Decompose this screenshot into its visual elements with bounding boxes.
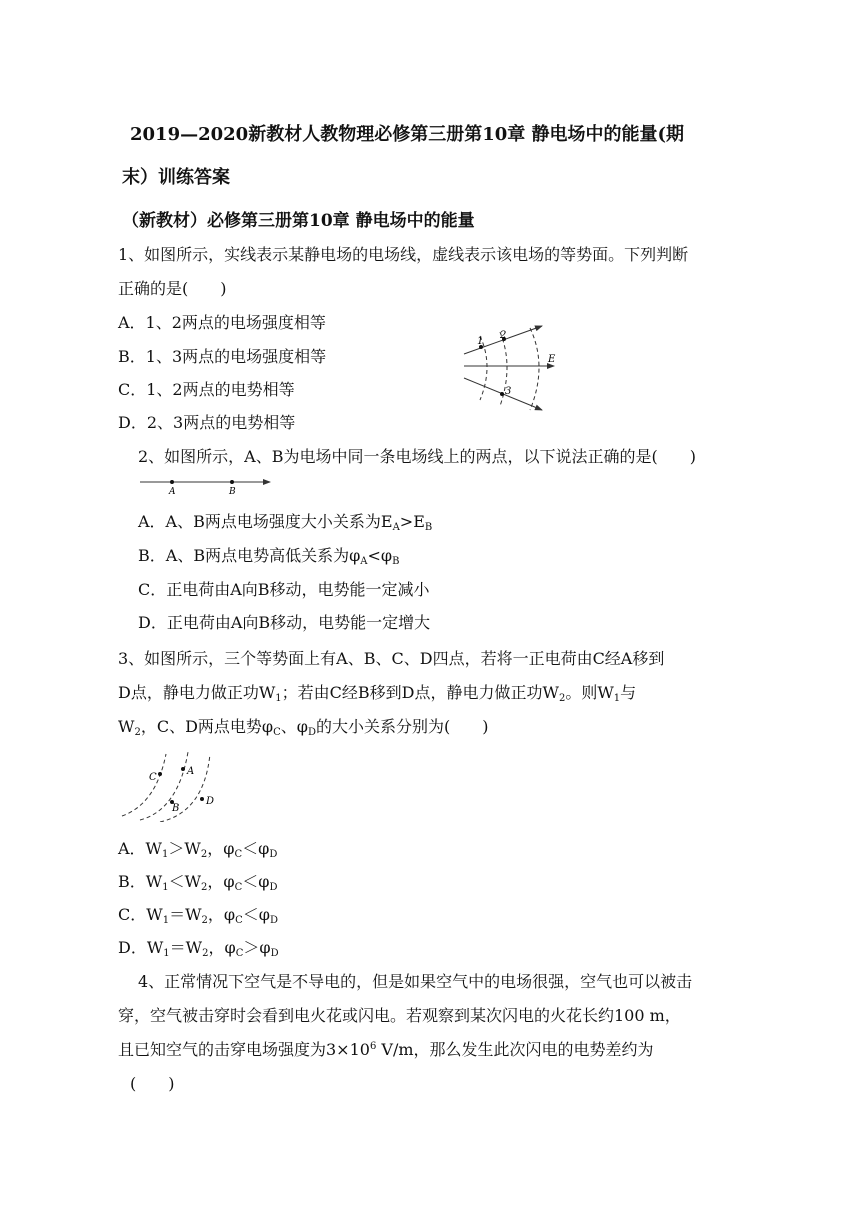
q1-stem-line2: 正确的是( ) bbox=[118, 279, 227, 298]
q3-stem-line1: 3、如图所示，三个等势面上有A、B、C、D四点，若将一正电荷由C经A移到 bbox=[118, 649, 665, 668]
q2-option-d: D．正电荷由A向B移动，电势能一定增大 bbox=[138, 613, 431, 632]
q3-fig-label-c: C bbox=[149, 772, 157, 783]
q3-fig-label-a: A bbox=[187, 766, 195, 777]
q3-option-a: A．$W_1>W_2$，$\varphi_C<\varphi_D$ bbox=[118, 839, 278, 860]
q3-fig-label-b: B bbox=[172, 803, 180, 814]
doc-title-line2: 末）训练答案 bbox=[122, 167, 230, 188]
q1-option-c: C．1、2两点的电势相等 bbox=[118, 380, 295, 399]
q3-option-c: C．$W_1=W_2$，$\varphi_C<\varphi_D$ bbox=[118, 905, 279, 926]
q4-stem-line2: 穿，空气被击穿时会看到电火花或闪电。若观察到某次闪电的火花长约100 m， bbox=[118, 1006, 681, 1025]
q2-field-line-figure bbox=[138, 474, 278, 498]
q1-fig-label-3: 3 bbox=[505, 386, 512, 397]
q4-stem-line1: 4、正常情况下空气是不导电的，但是如果空气中的电场很强，空气也可以被击 bbox=[138, 972, 693, 991]
q3-stem-line2: D点，静电力做正功$W_1$；若由C经B移到D点，静电力做正功$W_2$。则$W_1$与 bbox=[118, 683, 637, 704]
q3-equipotential-figure bbox=[116, 752, 226, 822]
q1-option-b: B．1、3两点的电场强度相等 bbox=[118, 347, 327, 366]
q2-option-a: A．A、B两点电场强度大小关系为$E_A>E_B$ bbox=[138, 512, 433, 533]
section-subtitle: （新教材）必修第三册第10章 静电场中的能量 bbox=[122, 211, 475, 231]
q1-fig-label-2: 2 bbox=[500, 330, 507, 341]
q4-stem-line3: 且已知空气的击穿电场强度为$3\times 10^6$ V/m，那么发生此次闪电的电势差约为 bbox=[118, 1040, 654, 1059]
doc-title-line1: 2019—2020新教材人教物理必修第三册第10章 静电场中的能量(期 bbox=[130, 124, 685, 145]
q1-fig-label-1: 1 bbox=[477, 336, 484, 347]
q2-fig-label-b: B bbox=[229, 487, 236, 497]
q1-option-a: A．1、2两点的电场强度相等 bbox=[118, 313, 326, 332]
q3-fig-label-d: D bbox=[206, 796, 215, 807]
q3-option-d: D．$W_1=W_2$，$\varphi_C>\varphi_D$ bbox=[118, 938, 279, 959]
q1-fig-label-e: E bbox=[548, 354, 556, 365]
q4-answer-blank: ( ) bbox=[130, 1074, 175, 1093]
q2-stem: 2、如图所示，A、B为电场中同一条电场线上的两点，以下说法正确的是( ) bbox=[138, 447, 696, 466]
q1-option-d: D．2、3两点的电势相等 bbox=[118, 413, 296, 432]
q2-fig-label-a: A bbox=[169, 487, 176, 497]
q2-option-b: B．A、B两点电势高低关系为$\varphi_A<\varphi_B$ bbox=[138, 546, 400, 567]
q1-stem-line1: 1、如图所示，实线表示某静电场的电场线，虚线表示该电场的等势面。下列判断 bbox=[118, 245, 689, 264]
q2-option-c: C．正电荷由A向B移动，电势能一定减小 bbox=[138, 580, 430, 599]
q1-field-figure bbox=[458, 318, 578, 418]
q3-option-b: B．$W_1<W_2$，$\varphi_C<\varphi_D$ bbox=[118, 872, 278, 893]
q3-stem-line3: $W_2$，C、D两点电势$\varphi_C$、$\varphi_D$的大小关系分别为( ) bbox=[118, 717, 489, 738]
